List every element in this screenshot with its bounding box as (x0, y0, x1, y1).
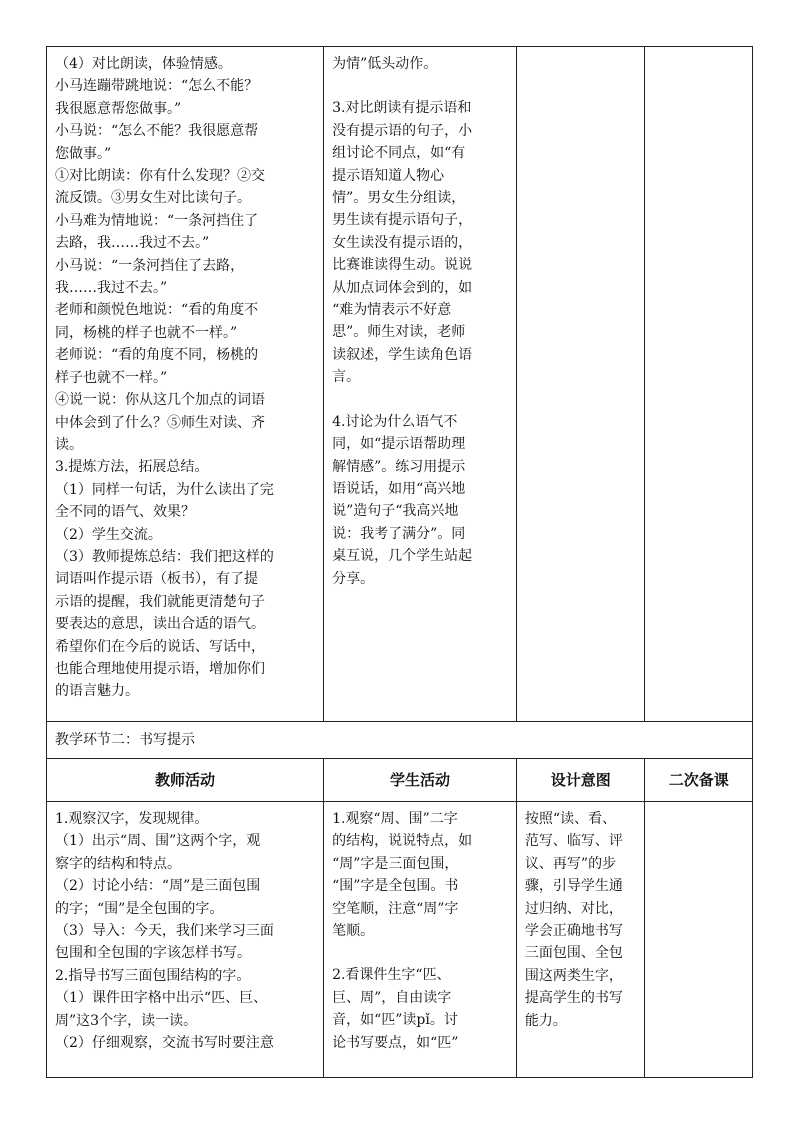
teacher-activity-line: 流反馈。③男女生对比读句子。 (55, 190, 251, 207)
student-activity-line: 组讨论不同点，如“有 (332, 145, 466, 162)
teacher-activity-line: 包围和全包围的字该怎样书写。 (55, 945, 251, 962)
section2-design-cell (516, 802, 645, 1078)
student-activity-line: 思”。师生对读，老师 (332, 324, 466, 341)
student-activity-line: 言。 (332, 369, 361, 386)
teacher-activity-line: 去路，我……我过不去。” (55, 235, 210, 252)
student-activity-line: 男生读有提示语句子， (332, 212, 473, 229)
teacher-activity-line: 示语的提醒，我们就能更清楚句子 (55, 593, 265, 610)
section1-student-cell (324, 47, 517, 722)
design-intent-line: 能力。 (524, 1012, 567, 1029)
student-activity-line: 巨、周”，自由读字 (332, 989, 452, 1006)
section1-teacher-cell (47, 47, 324, 722)
student-activity-line: 论书写要点，如“匹” (332, 1034, 459, 1051)
teacher-activity-line: （2）学生交流。 (55, 526, 162, 543)
teacher-activity-line: 的字；“围”是全包围的字。 (55, 900, 224, 917)
student-activity-line: 提示语知道人物心 (332, 167, 445, 184)
design-intent-line: 议、再写”的步 (524, 855, 617, 872)
teacher-activity-line: （3）导入：今天，我们来学习三面 (55, 923, 274, 940)
student-activity-line: 说：我考了满分”。同 (332, 525, 466, 542)
design-intent-line: 三面包围、全包 (524, 945, 623, 962)
student-activity-line: 3.对比朗读有提示语和 (332, 100, 472, 117)
section2-student-cell (324, 802, 517, 1078)
teacher-activity-line: （1）同样一句话，为什么读出了完 (55, 481, 274, 498)
teacher-activity-line: 中体会到了什么？⑤师生对读、齐 (55, 414, 265, 431)
header-design-intent: 设计意图 (516, 759, 645, 802)
design-intent-line: 骤，引导学生通 (524, 878, 623, 895)
student-activity-line: 4.讨论为什么语气不 (332, 413, 458, 430)
design-intent-line: 学会正确地书写 (524, 923, 623, 940)
teacher-activity-line: 我很愿意帮您做事。” (55, 100, 182, 117)
design-intent-line: 提高学生的书写 (524, 990, 623, 1007)
student-activity-line: 同，如“提示语帮助理 (332, 436, 466, 453)
teacher-activity-line: 同，杨桃的样子也就不一样。” (55, 324, 238, 341)
teacher-activity-line: 小马难为情地说：“一条河挡住了 (55, 212, 259, 229)
design-intent-line: 围这两类生字， (524, 967, 623, 984)
teacher-activity-line: ④说一说：你从这几个加点的词语 (55, 392, 265, 409)
student-activity-line: “难为情表示不好意 (332, 302, 452, 319)
teacher-activity-line: 全不同的语气、效果？ (55, 504, 195, 521)
section-title: 教学环节二：书写提示 (47, 722, 753, 759)
section-title-row (47, 722, 753, 759)
teacher-activity-line: 小马说：“怎么不能？我很愿意帮 (55, 123, 259, 140)
teacher-activity-line: 小马说：“一条河挡住了去路， (55, 257, 245, 274)
student-activity-line: 音，如“匹”读pǐ。讨 (332, 1012, 458, 1029)
teacher-activity-line: 样子也就不一样。” (55, 369, 168, 386)
teacher-activity-line: （1）出示“周、围”这两个字，观 (55, 833, 261, 850)
section2-teacher-cell (47, 802, 324, 1078)
lesson-plan-page (46, 46, 753, 1078)
teacher-activity-line: （2）讨论小结：“周”是三面包围 (55, 878, 261, 895)
paragraph-gap (332, 75, 508, 97)
teacher-activity-line: 老师和颜悦色地说：“看的角度不 (55, 302, 259, 319)
design-intent-line: 过归纳、对比， (524, 900, 623, 917)
student-activity-line: 情”。男女生分组读， (332, 190, 466, 207)
teacher-activity-line: （1）课件田字格中出示“匹、巨、 (55, 990, 268, 1007)
student-activity-line: 为情”低头动作。 (332, 56, 438, 72)
student-activity-line: 桌互说，几个学生站起 (332, 548, 473, 565)
student-activity-line: 没有提示语的句子，小 (332, 122, 473, 139)
teacher-activity-line: （2）仔细观察，交流书写时要注意 (55, 1035, 274, 1052)
student-activity-line: 读叙述，学生读角色语 (332, 346, 473, 363)
student-activity-line: 从加点词体会到的，如 (332, 279, 473, 296)
lesson-plan-table (46, 46, 753, 1078)
student-activity-line: “围”字是全包围。书 (332, 878, 459, 895)
paragraph-gap (332, 942, 508, 964)
student-activity-line: 的结构，说说特点，如 (332, 833, 473, 850)
section2-revision-cell (645, 802, 753, 1078)
teacher-activity-line: 1.观察汉字，发现规律。 (55, 811, 209, 827)
student-activity-line: 分享。 (332, 570, 375, 587)
design-intent-line: 按照“读、看、 (524, 811, 617, 827)
teacher-activity-line: （3）教师提炼总结：我们把这样的 (55, 548, 274, 565)
student-activity-line: 笔顺。 (332, 923, 375, 940)
teacher-activity-line: 3.提炼方法，拓展总结。 (55, 459, 209, 476)
student-activity-line: 空笔顺，注意“周”字 (332, 900, 459, 917)
header-second-prep: 二次备课 (645, 759, 753, 802)
teacher-activity-line: 小马连蹦带跳地说：“怎么不能？ (55, 78, 259, 95)
header-teacher-activity: 教师活动 (47, 759, 324, 802)
teacher-activity-line: 词语叫作提示语（板书），有了提 (55, 571, 258, 588)
student-activity-line: 2.看课件生字“匹、 (332, 967, 451, 984)
design-intent-line: 范写、临写、评 (524, 833, 623, 850)
teacher-activity-line: 您做事。” (55, 145, 112, 162)
paragraph-gap (332, 389, 508, 411)
teacher-activity-line: 察字的结构和特点。 (55, 855, 181, 872)
section1-row (47, 47, 753, 722)
teacher-activity-line: 也能合理地使用提示语，增加你们 (55, 660, 265, 677)
section2-row (47, 802, 753, 1078)
header-row (47, 759, 753, 802)
teacher-activity-line: 老师说：“看的角度不同，杨桃的 (55, 347, 259, 364)
teacher-activity-line: 希望你们在今后的说话、写话中， (55, 638, 265, 655)
section1-design-cell (516, 47, 645, 722)
header-student-activity: 学生活动 (324, 759, 517, 802)
teacher-activity-line: 2.指导书写三面包围结构的字。 (55, 967, 251, 984)
teacher-activity-line: 要表达的意思，读出合适的语气。 (55, 616, 265, 633)
teacher-activity-line: 我……我过不去。” (55, 280, 168, 297)
section1-revision-cell (645, 47, 753, 722)
student-activity-line: 说”造句子“我高兴地 (332, 503, 459, 520)
teacher-activity-line: ①对比朗读：你有什么发现？②交 (55, 168, 265, 185)
teacher-activity-line: 周”这3个字，读一读。 (55, 1012, 198, 1029)
teacher-activity-line: （4）对比朗读，体验情感。 (55, 56, 232, 72)
student-activity-line: 女生读没有提示语的， (332, 234, 473, 251)
student-activity-line: 比赛谁读得生动。说说 (332, 257, 473, 274)
teacher-activity-line: 读。 (55, 436, 83, 453)
student-activity-line: “周”字是三面包围， (332, 855, 459, 872)
student-activity-line: 1.观察“周、围”二字 (332, 811, 458, 827)
student-activity-line: 语说话，如用“高兴地 (332, 480, 466, 497)
student-activity-line: 解情感”。练习用提示 (332, 458, 466, 475)
teacher-activity-line: 的语言魅力。 (55, 683, 139, 700)
